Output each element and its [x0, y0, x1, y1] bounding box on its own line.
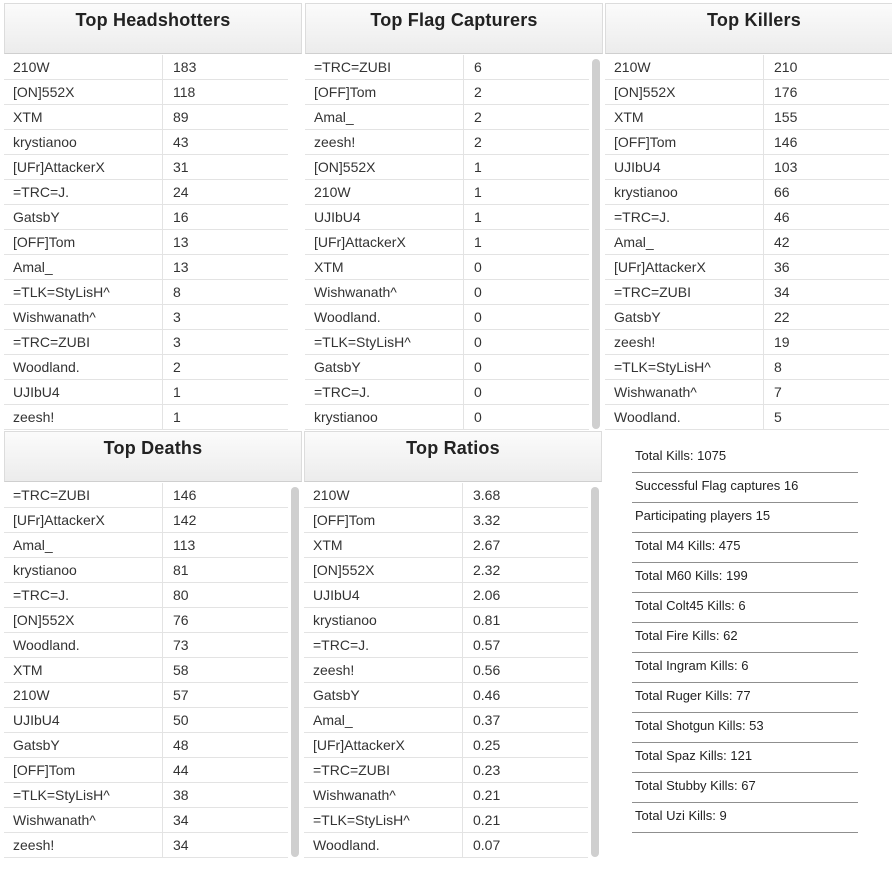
stat-value: 2.32: [473, 562, 501, 578]
table-row: [4, 255, 288, 280]
player-name: GatsbY: [4, 733, 163, 757]
scrollbar[interactable]: [592, 59, 600, 429]
stat-value: 0.07: [473, 837, 501, 853]
table-row: [605, 155, 889, 180]
table-row: [304, 658, 588, 683]
stat-value: 13: [173, 234, 189, 250]
stat-value: 103: [774, 159, 798, 175]
stat-value: 0.23: [473, 762, 501, 778]
table-row: [305, 180, 589, 205]
table-row: [305, 155, 589, 180]
stat-value: 0.21: [473, 787, 501, 803]
table-row: [304, 833, 588, 858]
table-row: [304, 733, 588, 758]
stat-value: 73: [173, 637, 189, 653]
table-row: [305, 355, 589, 380]
total-item: Total Kills: 1075: [632, 443, 858, 473]
stat-value: 1: [474, 209, 482, 225]
player-name: [UFr]AttackerX: [305, 230, 464, 254]
player-name: 210W: [304, 483, 463, 507]
table-row: [305, 380, 589, 405]
player-name: krystianoo: [4, 558, 163, 582]
player-name: GatsbY: [4, 205, 163, 229]
table-row: [4, 608, 288, 633]
panel-header: [305, 3, 603, 54]
table-row: [605, 405, 889, 430]
stat-value: 34: [774, 284, 790, 300]
stat-value: 50: [173, 712, 189, 728]
table-row: [304, 508, 588, 533]
player-name: =TLK=StyLisH^: [305, 330, 464, 354]
player-name: =TRC=ZUBI: [305, 55, 464, 79]
total-item: Total Colt45 Kills: 6: [632, 593, 858, 623]
table-row: [4, 633, 288, 658]
player-name: XTM: [304, 533, 463, 557]
stat-value: 183: [173, 59, 197, 75]
panel-header: [4, 431, 302, 482]
player-name: XTM: [605, 105, 764, 129]
stat-value: 1: [173, 384, 181, 400]
player-name: [UFr]AttackerX: [4, 508, 163, 532]
table-row: [304, 533, 588, 558]
stat-value: 57: [173, 687, 189, 703]
total-item: Total Ruger Kills: 77: [632, 683, 858, 713]
stat-value: 3: [173, 309, 181, 325]
player-name: XTM: [4, 105, 163, 129]
player-name: UJIbU4: [605, 155, 764, 179]
table-row: [305, 255, 589, 280]
player-name: [ON]552X: [304, 558, 463, 582]
stat-value: 66: [774, 184, 790, 200]
table-row: [605, 55, 889, 80]
table-row: [4, 155, 288, 180]
stat-value: 113: [173, 537, 196, 553]
stat-value: 176: [774, 84, 798, 100]
table-row: [4, 558, 288, 583]
player-name: GatsbY: [605, 305, 764, 329]
stat-value: 13: [173, 259, 189, 275]
table-row: [305, 205, 589, 230]
player-name: XTM: [305, 255, 464, 279]
panel-top-flag-capturers: [305, 3, 603, 430]
stat-value: 0: [474, 359, 482, 375]
player-name: [OFF]Tom: [4, 230, 163, 254]
panel-header: [4, 3, 302, 54]
panel-title: Top Killers: [707, 10, 801, 30]
stat-value: 44: [173, 762, 189, 778]
stat-value: 1: [173, 409, 181, 425]
table-row: [305, 305, 589, 330]
table-row: [4, 230, 288, 255]
table-row: [4, 808, 288, 833]
player-name: [UFr]AttackerX: [304, 733, 463, 757]
stat-value: 24: [173, 184, 189, 200]
player-name: =TLK=StyLisH^: [4, 783, 163, 807]
stat-value: 1: [474, 234, 482, 250]
stat-value: 210: [774, 59, 798, 75]
player-name: Woodland.: [304, 833, 463, 857]
table-row: [605, 305, 889, 330]
stat-value: 0: [474, 334, 482, 350]
player-name: =TRC=ZUBI: [4, 483, 163, 507]
table-row: [4, 658, 288, 683]
table-row: [4, 583, 288, 608]
table-row: [305, 330, 589, 355]
table-row: [4, 55, 288, 80]
stats-table: [304, 483, 602, 858]
player-name: [ON]552X: [4, 80, 163, 104]
panel-top-ratios: [304, 431, 602, 858]
stat-value: 3.68: [473, 487, 501, 503]
player-name: 210W: [605, 55, 764, 79]
stat-value: 1: [474, 159, 482, 175]
total-item: Total Ingram Kills: 6: [632, 653, 858, 683]
table-row: [605, 280, 889, 305]
stat-value: 76: [173, 612, 189, 628]
player-name: Wishwanath^: [304, 783, 463, 807]
scrollbar[interactable]: [291, 487, 299, 857]
stat-value: 0: [474, 384, 482, 400]
panel-top-headshotters: [4, 3, 302, 430]
player-name: Woodland.: [4, 355, 163, 379]
table-row: [305, 80, 589, 105]
player-name: Amal_: [605, 230, 764, 254]
stat-value: 6: [474, 59, 482, 75]
player-name: krystianoo: [605, 180, 764, 204]
player-name: [OFF]Tom: [605, 130, 764, 154]
stat-value: 0.81: [473, 612, 501, 628]
stat-value: 0.37: [473, 712, 501, 728]
player-name: UJIbU4: [4, 380, 163, 404]
stat-value: 81: [173, 562, 189, 578]
stat-value: 146: [173, 487, 197, 503]
stat-value: 36: [774, 259, 790, 275]
stat-value: 2.06: [473, 587, 501, 603]
table-row: [605, 205, 889, 230]
player-name: Amal_: [305, 105, 464, 129]
panel-header: [605, 3, 892, 54]
table-row: [605, 355, 889, 380]
stat-value: 0.21: [473, 812, 501, 828]
player-name: =TRC=ZUBI: [4, 330, 163, 354]
player-name: zeesh!: [304, 658, 463, 682]
total-item: Total Fire Kills: 62: [632, 623, 858, 653]
stat-value: 43: [173, 134, 189, 150]
table-row: [304, 583, 588, 608]
stat-value: 0: [474, 409, 482, 425]
player-name: =TRC=J.: [605, 205, 764, 229]
stat-value: 80: [173, 587, 189, 603]
stat-value: 16: [173, 209, 189, 225]
player-name: krystianoo: [304, 608, 463, 632]
table-row: [304, 808, 588, 833]
stat-value: 0: [474, 259, 482, 275]
stat-value: 22: [774, 309, 790, 325]
table-row: [605, 80, 889, 105]
stat-value: 155: [774, 109, 798, 125]
stat-value: 3: [173, 334, 181, 350]
stat-value: 0: [474, 309, 482, 325]
stat-value: 0.57: [473, 637, 501, 653]
stat-value: 2: [474, 84, 482, 100]
total-item: Total M4 Kills: 475: [632, 533, 858, 563]
player-name: zeesh!: [4, 833, 163, 857]
player-name: =TLK=StyLisH^: [304, 808, 463, 832]
stat-value: 1: [474, 184, 482, 200]
table-row: [4, 783, 288, 808]
total-item: Total Stubby Kills: 67: [632, 773, 858, 803]
total-item: Total Spaz Kills: 121: [632, 743, 858, 773]
table-row: [4, 205, 288, 230]
panel-header: [304, 431, 602, 482]
stat-value: 0.56: [473, 662, 501, 678]
table-row: [605, 105, 889, 130]
stat-value: 42: [774, 234, 790, 250]
stat-value: 34: [173, 812, 189, 828]
stats-table: [4, 55, 302, 430]
stat-value: 0.46: [473, 687, 501, 703]
table-row: [4, 708, 288, 733]
table-row: [4, 833, 288, 858]
table-row: [305, 230, 589, 255]
panel-top-deaths: [4, 431, 302, 858]
table-row: [4, 280, 288, 305]
player-name: GatsbY: [304, 683, 463, 707]
table-row: [4, 80, 288, 105]
stat-value: 0.25: [473, 737, 501, 753]
table-row: [605, 130, 889, 155]
player-name: =TRC=J.: [4, 583, 163, 607]
player-name: Amal_: [4, 533, 163, 557]
player-name: Woodland.: [605, 405, 764, 429]
player-name: [ON]552X: [4, 608, 163, 632]
player-name: [OFF]Tom: [304, 508, 463, 532]
table-row: [304, 758, 588, 783]
stats-table: [4, 483, 302, 858]
player-name: Wishwanath^: [4, 305, 163, 329]
stats-table: [605, 55, 892, 430]
player-name: =TRC=ZUBI: [304, 758, 463, 782]
scrollbar[interactable]: [591, 487, 599, 857]
panel-title: Top Headshotters: [75, 10, 231, 30]
stat-value: 118: [173, 84, 196, 100]
table-row: [304, 608, 588, 633]
table-row: [304, 708, 588, 733]
stat-value: 5: [774, 409, 782, 425]
stat-value: 7: [774, 384, 782, 400]
player-name: UJIbU4: [4, 708, 163, 732]
table-row: [305, 130, 589, 155]
player-name: Amal_: [4, 255, 163, 279]
player-name: Woodland.: [305, 305, 464, 329]
table-row: [304, 683, 588, 708]
panel-title: Top Flag Capturers: [370, 10, 538, 30]
table-row: [305, 105, 589, 130]
player-name: zeesh!: [4, 405, 163, 429]
player-name: Wishwanath^: [305, 280, 464, 304]
stat-value: 34: [173, 837, 189, 853]
total-item: Total Shotgun Kills: 53: [632, 713, 858, 743]
player-name: 210W: [4, 683, 163, 707]
player-name: UJIbU4: [304, 583, 463, 607]
table-row: [4, 330, 288, 355]
stat-value: 8: [173, 284, 181, 300]
table-row: [605, 180, 889, 205]
table-row: [304, 483, 588, 508]
player-name: 210W: [4, 55, 163, 79]
panel-top-killers: [605, 3, 892, 430]
table-row: [4, 355, 288, 380]
player-name: [OFF]Tom: [4, 758, 163, 782]
player-name: =TRC=J.: [4, 180, 163, 204]
table-row: [305, 280, 589, 305]
totals-list: [632, 443, 858, 833]
stat-value: 46: [774, 209, 790, 225]
player-name: 210W: [305, 180, 464, 204]
total-item: Total M60 Kills: 199: [632, 563, 858, 593]
player-name: [UFr]AttackerX: [605, 255, 764, 279]
stat-value: 2: [474, 109, 482, 125]
stat-value: 38: [173, 787, 189, 803]
player-name: krystianoo: [4, 130, 163, 154]
table-row: [4, 380, 288, 405]
table-row: [304, 633, 588, 658]
player-name: =TLK=StyLisH^: [4, 280, 163, 304]
player-name: [UFr]AttackerX: [4, 155, 163, 179]
table-row: [4, 533, 288, 558]
player-name: [OFF]Tom: [305, 80, 464, 104]
player-name: krystianoo: [305, 405, 464, 429]
total-item: Successful Flag captures 16: [632, 473, 858, 503]
player-name: =TRC=ZUBI: [605, 280, 764, 304]
player-name: UJIbU4: [305, 205, 464, 229]
player-name: XTM: [4, 658, 163, 682]
table-row: [304, 783, 588, 808]
table-row: [4, 405, 288, 430]
total-item: Total Uzi Kills: 9: [632, 803, 858, 833]
table-row: [605, 230, 889, 255]
stat-value: 8: [774, 359, 782, 375]
stat-value: 89: [173, 109, 189, 125]
player-name: Woodland.: [4, 633, 163, 657]
player-name: =TRC=J.: [304, 633, 463, 657]
table-row: [4, 508, 288, 533]
player-name: [ON]552X: [605, 80, 764, 104]
table-row: [4, 683, 288, 708]
player-name: =TLK=StyLisH^: [605, 355, 764, 379]
stat-value: 2: [474, 134, 482, 150]
stat-value: 142: [173, 512, 197, 528]
stat-value: 2: [173, 359, 181, 375]
total-item: Participating players 15: [632, 503, 858, 533]
player-name: Amal_: [304, 708, 463, 732]
table-row: [605, 380, 889, 405]
stat-value: 58: [173, 662, 189, 678]
player-name: GatsbY: [305, 355, 464, 379]
stats-table: [305, 55, 603, 430]
player-name: Wishwanath^: [4, 808, 163, 832]
table-row: [605, 255, 889, 280]
table-row: [305, 55, 589, 80]
stat-value: 48: [173, 737, 189, 753]
table-row: [4, 180, 288, 205]
player-name: Wishwanath^: [605, 380, 764, 404]
table-row: [605, 330, 889, 355]
player-name: zeesh!: [605, 330, 764, 354]
table-row: [4, 758, 288, 783]
player-name: [ON]552X: [305, 155, 464, 179]
panel-title: Top Deaths: [103, 438, 203, 458]
table-row: [4, 305, 288, 330]
stat-value: 3.32: [473, 512, 501, 528]
table-row: [304, 558, 588, 583]
stat-value: 31: [173, 159, 189, 175]
table-row: [4, 130, 288, 155]
stat-value: 146: [774, 134, 798, 150]
player-name: =TRC=J.: [305, 380, 464, 404]
table-row: [4, 733, 288, 758]
table-row: [4, 105, 288, 130]
stat-value: 2.67: [473, 537, 501, 553]
stat-value: 19: [774, 334, 790, 350]
stat-value: 0: [474, 284, 482, 300]
panel-title: Top Ratios: [406, 438, 500, 458]
player-name: zeesh!: [305, 130, 464, 154]
table-row: [4, 483, 288, 508]
table-row: [305, 405, 589, 430]
